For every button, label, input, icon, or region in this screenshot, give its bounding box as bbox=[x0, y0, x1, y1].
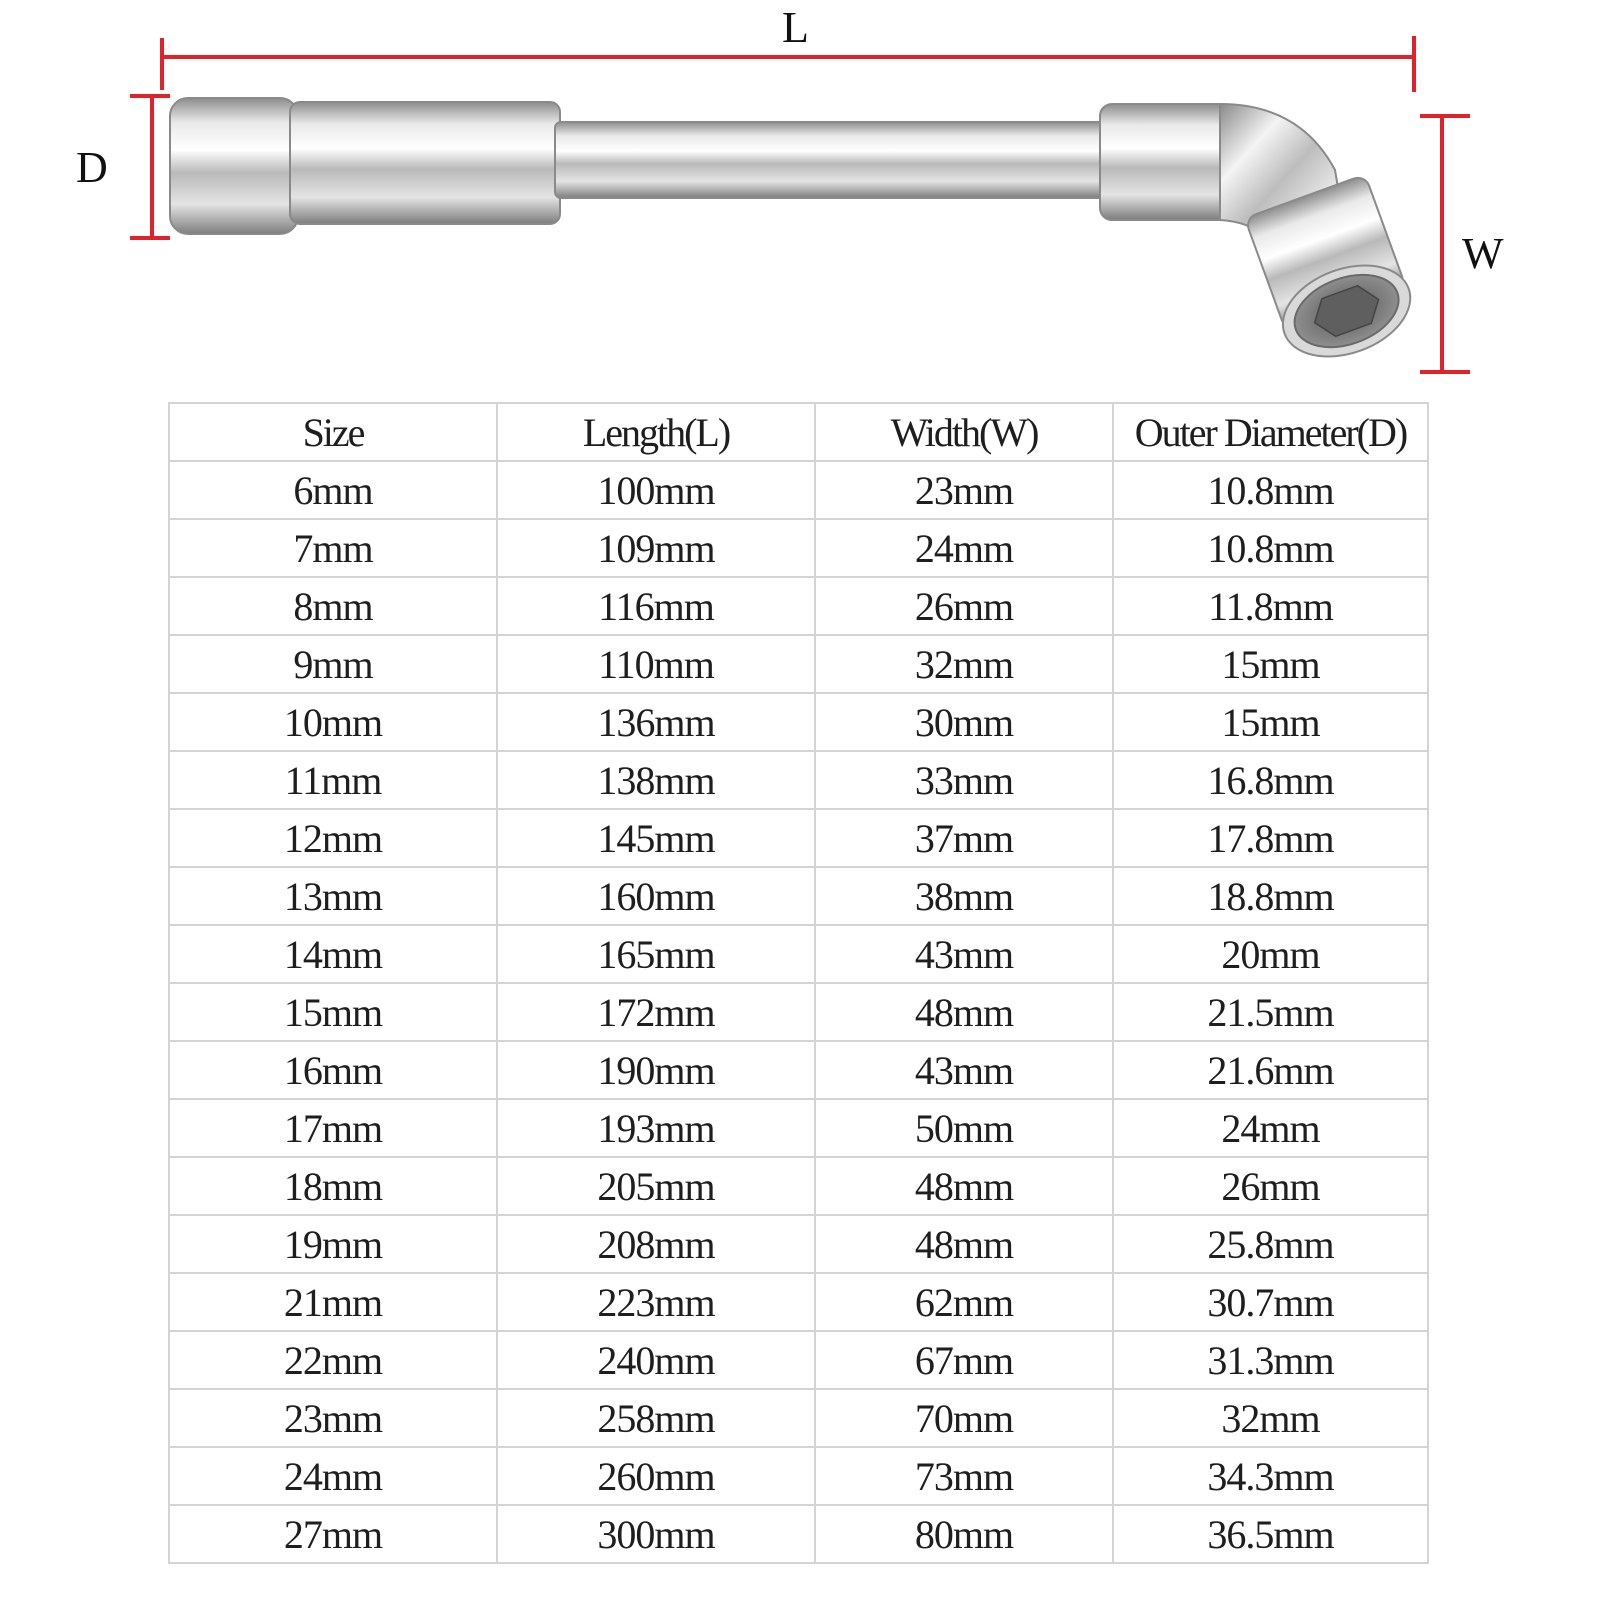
outer-diameter-cell: 34.3mm bbox=[1113, 1447, 1428, 1505]
outer-diameter-cell: 26mm bbox=[1113, 1157, 1428, 1215]
length-cell: 260mm bbox=[497, 1447, 815, 1505]
length-cell: 190mm bbox=[497, 1041, 815, 1099]
diameter-label: D bbox=[76, 143, 108, 192]
outer-diameter-cell: 30.7mm bbox=[1113, 1273, 1428, 1331]
size-cell: 19mm bbox=[169, 1215, 497, 1273]
outer-diameter-cell: 21.6mm bbox=[1113, 1041, 1428, 1099]
length-cell: 205mm bbox=[497, 1157, 815, 1215]
table-row bbox=[169, 519, 1428, 577]
width-cell: 38mm bbox=[815, 867, 1113, 925]
outer-diameter-cell: 15mm bbox=[1113, 693, 1428, 751]
table-row bbox=[169, 1447, 1428, 1505]
size-cell: 13mm bbox=[169, 867, 497, 925]
table-row bbox=[169, 1273, 1428, 1331]
table-row bbox=[169, 577, 1428, 635]
outer-diameter-cell: 20mm bbox=[1113, 925, 1428, 983]
size-cell: 12mm bbox=[169, 809, 497, 867]
length-cell: 160mm bbox=[497, 867, 815, 925]
length-cell: 240mm bbox=[497, 1331, 815, 1389]
l-socket-wrench-illustration bbox=[0, 0, 1600, 390]
outer-diameter-cell: 11.8mm bbox=[1113, 577, 1428, 635]
size-cell: 6mm bbox=[169, 461, 497, 519]
wrench-body bbox=[170, 98, 1423, 373]
header-width: Width(W) bbox=[815, 403, 1113, 461]
table-row bbox=[169, 1215, 1428, 1273]
wrench-diagram bbox=[0, 0, 1600, 390]
length-cell: 116mm bbox=[497, 577, 815, 635]
size-cell: 17mm bbox=[169, 1099, 497, 1157]
diameter-dimension-line bbox=[130, 96, 170, 238]
size-cell: 8mm bbox=[169, 577, 497, 635]
length-cell: 208mm bbox=[497, 1215, 815, 1273]
table-row bbox=[169, 461, 1428, 519]
table-row bbox=[169, 1157, 1428, 1215]
table-row bbox=[169, 693, 1428, 751]
length-cell: 109mm bbox=[497, 519, 815, 577]
size-cell: 18mm bbox=[169, 1157, 497, 1215]
outer-diameter-cell: 10.8mm bbox=[1113, 519, 1428, 577]
size-cell: 16mm bbox=[169, 1041, 497, 1099]
size-cell: 9mm bbox=[169, 635, 497, 693]
length-cell: 258mm bbox=[497, 1389, 815, 1447]
width-cell: 33mm bbox=[815, 751, 1113, 809]
header-outer-diameter: Outer Diameter(D) bbox=[1113, 403, 1428, 461]
width-cell: 48mm bbox=[815, 1215, 1113, 1273]
width-cell: 50mm bbox=[815, 1099, 1113, 1157]
size-cell: 21mm bbox=[169, 1273, 497, 1331]
outer-diameter-cell: 17.8mm bbox=[1113, 809, 1428, 867]
length-cell: 110mm bbox=[497, 635, 815, 693]
length-label: L bbox=[782, 3, 809, 52]
width-cell: 23mm bbox=[815, 461, 1113, 519]
outer-diameter-cell: 18.8mm bbox=[1113, 867, 1428, 925]
table-row bbox=[169, 1099, 1428, 1157]
size-cell: 7mm bbox=[169, 519, 497, 577]
table-row bbox=[169, 635, 1428, 693]
width-cell: 43mm bbox=[815, 925, 1113, 983]
size-cell: 15mm bbox=[169, 983, 497, 1041]
width-cell: 43mm bbox=[815, 1041, 1113, 1099]
table-row bbox=[169, 1041, 1428, 1099]
table-row bbox=[169, 1505, 1428, 1563]
length-cell: 300mm bbox=[497, 1505, 815, 1563]
width-cell: 48mm bbox=[815, 1157, 1113, 1215]
table-row bbox=[169, 983, 1428, 1041]
outer-diameter-cell: 31.3mm bbox=[1113, 1331, 1428, 1389]
width-cell: 70mm bbox=[815, 1389, 1113, 1447]
outer-diameter-cell: 32mm bbox=[1113, 1389, 1428, 1447]
header-length: Length(L) bbox=[497, 403, 815, 461]
width-cell: 73mm bbox=[815, 1447, 1113, 1505]
length-cell: 172mm bbox=[497, 983, 815, 1041]
size-cell: 23mm bbox=[169, 1389, 497, 1447]
width-cell: 24mm bbox=[815, 519, 1113, 577]
table-row bbox=[169, 1389, 1428, 1447]
size-spec-table bbox=[168, 402, 1429, 1564]
table-row bbox=[169, 751, 1428, 809]
table-header-row bbox=[169, 403, 1428, 461]
outer-diameter-cell: 24mm bbox=[1113, 1099, 1428, 1157]
width-cell: 67mm bbox=[815, 1331, 1113, 1389]
size-cell: 27mm bbox=[169, 1505, 497, 1563]
table-row bbox=[169, 809, 1428, 867]
length-cell: 136mm bbox=[497, 693, 815, 751]
width-cell: 80mm bbox=[815, 1505, 1113, 1563]
length-cell: 193mm bbox=[497, 1099, 815, 1157]
width-cell: 26mm bbox=[815, 577, 1113, 635]
width-cell: 62mm bbox=[815, 1273, 1113, 1331]
width-label: W bbox=[1462, 229, 1504, 278]
width-cell: 30mm bbox=[815, 693, 1113, 751]
outer-diameter-cell: 16.8mm bbox=[1113, 751, 1428, 809]
size-cell: 11mm bbox=[169, 751, 497, 809]
size-cell: 10mm bbox=[169, 693, 497, 751]
header-size: Size bbox=[169, 403, 497, 461]
outer-diameter-cell: 10.8mm bbox=[1113, 461, 1428, 519]
table-body bbox=[169, 461, 1428, 1563]
table-row bbox=[169, 1331, 1428, 1389]
table-row bbox=[169, 867, 1428, 925]
outer-diameter-cell: 21.5mm bbox=[1113, 983, 1428, 1041]
outer-diameter-cell: 25.8mm bbox=[1113, 1215, 1428, 1273]
size-cell: 24mm bbox=[169, 1447, 497, 1505]
length-cell: 165mm bbox=[497, 925, 815, 983]
size-cell: 22mm bbox=[169, 1331, 497, 1389]
length-cell: 145mm bbox=[497, 809, 815, 867]
length-cell: 223mm bbox=[497, 1273, 815, 1331]
width-cell: 37mm bbox=[815, 809, 1113, 867]
width-cell: 48mm bbox=[815, 983, 1113, 1041]
length-cell: 100mm bbox=[497, 461, 815, 519]
width-cell: 32mm bbox=[815, 635, 1113, 693]
size-cell: 14mm bbox=[169, 925, 497, 983]
outer-diameter-cell: 36.5mm bbox=[1113, 1505, 1428, 1563]
outer-diameter-cell: 15mm bbox=[1113, 635, 1428, 693]
length-cell: 138mm bbox=[497, 751, 815, 809]
table-row bbox=[169, 925, 1428, 983]
